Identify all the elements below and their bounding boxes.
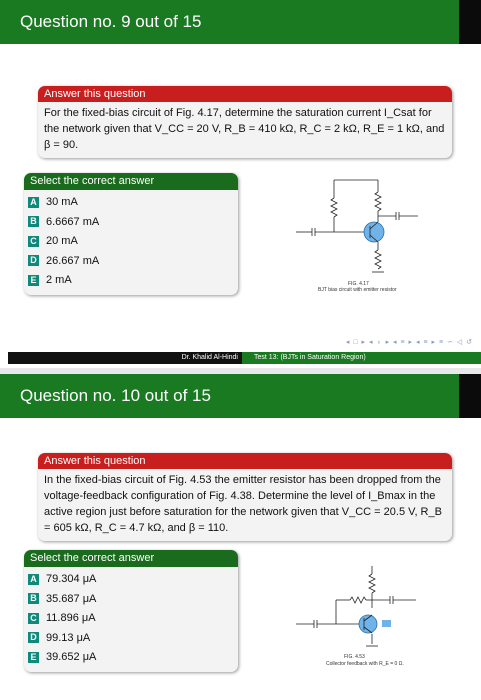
option-letter-badge: C: [28, 613, 39, 624]
option-letter-badge: A: [28, 574, 39, 585]
answer-option-d[interactable]: [28, 252, 238, 272]
slide-title: Question no. 10 out of 15: [20, 386, 211, 405]
option-letter-badge: A: [28, 197, 39, 208]
slide-title-bar: [0, 374, 481, 418]
answer-option-c[interactable]: [28, 609, 238, 629]
circuit-figure-4-53: [286, 560, 436, 676]
option-text: 26.667 mA: [46, 254, 100, 267]
option-letter-badge: C: [28, 236, 39, 247]
answer-options: [24, 567, 238, 672]
question-box: [38, 86, 452, 158]
question-text: For the fixed-bias circuit of Fig. 4.17, determine the saturation current I_Csat for the network given that V_CC = 20 V, R_B = 410 kΩ, R_C = 2 kΩ, R_E = 1 kΩ, and β = 90.: [44, 107, 445, 151]
question-header: Answer this question: [38, 86, 452, 102]
option-letter-badge: B: [28, 216, 39, 227]
figure-caption: FIG. 4.53: [344, 654, 365, 660]
answer-box: [24, 173, 238, 295]
answer-option-b[interactable]: [28, 213, 238, 233]
answer-option-e[interactable]: [28, 271, 238, 291]
option-letter-badge: D: [28, 255, 39, 266]
figure-caption: FIG. 4.17: [348, 281, 369, 287]
option-text: 6.6667 mA: [46, 215, 100, 228]
option-letter-badge: D: [28, 632, 39, 643]
option-letter-badge: B: [28, 593, 39, 604]
slide-title-bar: [0, 0, 481, 44]
option-text: 39.652 μA: [46, 651, 97, 663]
option-letter-badge: E: [28, 652, 39, 663]
answer-header: Select the correct answer: [24, 173, 238, 190]
footer-test-title: Test 13: (BJTs in Saturation Region): [242, 352, 481, 364]
option-text: 11.896 μA: [46, 612, 96, 624]
question-box: [38, 453, 452, 541]
answer-option-a[interactable]: [28, 570, 238, 590]
beamer-navigation-symbols[interactable]: ◂ □ ▸ ◂ ♁ ▸ ◂ ≡ ▸ ◂ ≡ ▸ ≡ ∽ ◁ ↺: [345, 339, 473, 346]
slide-title: Question no. 9 out of 15: [20, 12, 202, 31]
answer-option-e[interactable]: [28, 648, 238, 668]
answer-option-b[interactable]: [28, 590, 238, 610]
answer-box: [24, 550, 238, 672]
answer-option-a[interactable]: [28, 193, 238, 213]
figure-subcaption: Collector feedback with R_E = 0 Ω.: [326, 661, 404, 667]
slide-footer: [8, 352, 481, 364]
option-text: 79.304 μA: [46, 573, 97, 585]
option-text: 20 mA: [46, 235, 78, 247]
answer-option-c[interactable]: [28, 232, 238, 252]
option-text: 30 mA: [46, 196, 78, 208]
question-header: Answer this question: [38, 453, 452, 469]
circuit-figure-4-17: [286, 172, 436, 296]
option-text: 2 mA: [46, 274, 72, 286]
figure-subcaption: BJT bias circuit with emitter resistor: [318, 287, 397, 293]
answer-header: Select the correct answer: [24, 550, 238, 567]
answer-options: [24, 190, 238, 295]
question-text: In the fixed-bias circuit of Fig. 4.53 the emitter resistor has been dropped from the voltage-feedback configuration of Fig. 4.38. Determine the level of I_Bmax in the active region just before saturation for the network given that V_CC = 20.5 V, R_B = 605 kΩ, R_C = 4.7 kΩ, and β = 110.: [44, 474, 442, 534]
footer-author: Dr. Khalid Al-Hindi: [8, 352, 242, 364]
slide-question-10: [0, 374, 481, 700]
option-letter-badge: E: [28, 275, 39, 286]
option-text: 99.13 μA: [46, 631, 91, 644]
answer-option-d[interactable]: [28, 629, 238, 649]
option-text: 35.687 μA: [46, 592, 97, 605]
